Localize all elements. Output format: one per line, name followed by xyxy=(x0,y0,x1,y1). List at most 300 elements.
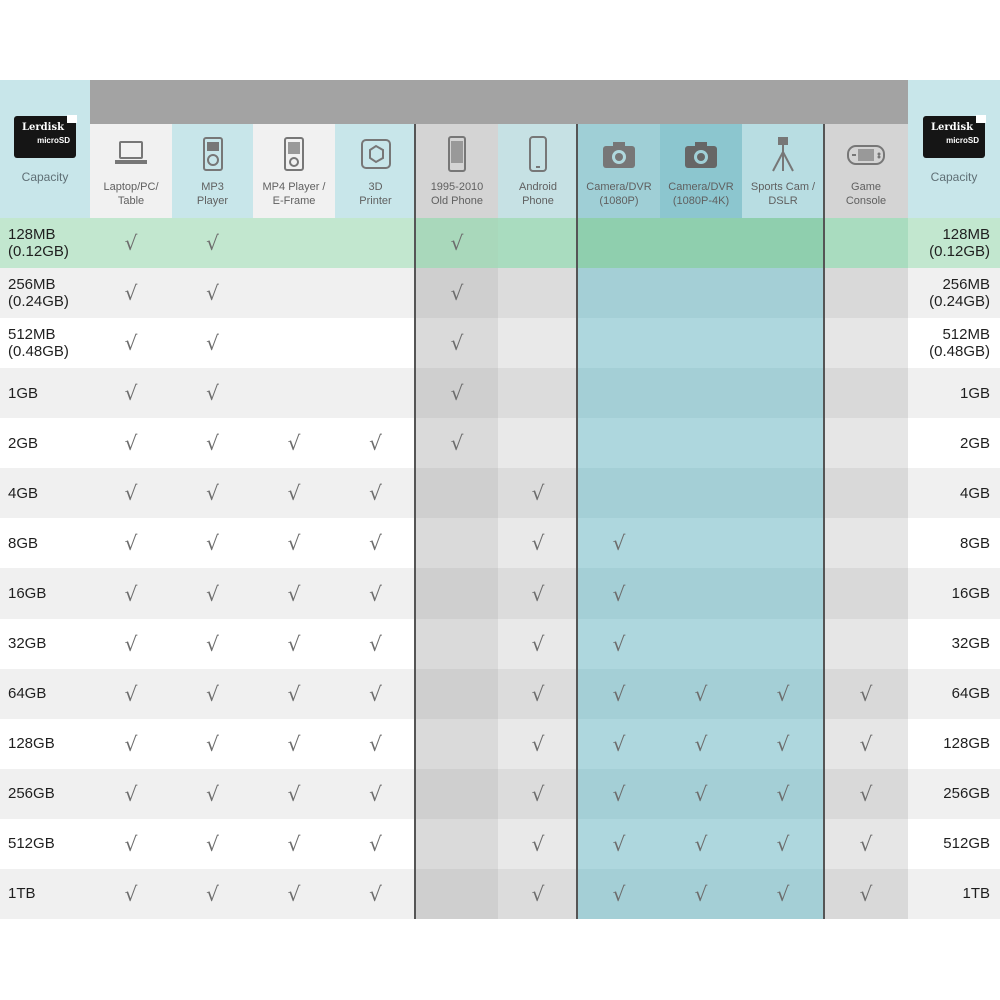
android-phone-icon xyxy=(518,134,558,174)
check-mark-icon: √ xyxy=(694,781,708,806)
check-cell xyxy=(253,568,335,618)
capacity-label-right xyxy=(908,268,1000,318)
check-mark-icon: √ xyxy=(287,781,301,806)
check-cell xyxy=(742,368,824,418)
check-cell xyxy=(416,418,498,468)
check-cell xyxy=(660,218,742,268)
check-cell xyxy=(578,719,660,769)
column-header-3d-printer xyxy=(335,124,416,218)
check-mark-icon: √ xyxy=(369,831,382,856)
check-cell xyxy=(498,669,578,719)
check-cell xyxy=(742,268,824,318)
capacity-label-left xyxy=(0,869,90,919)
check-cell xyxy=(824,669,908,719)
check-cell xyxy=(660,318,742,368)
check-mark-icon: √ xyxy=(124,731,138,756)
check-cell xyxy=(416,368,498,418)
check-cell xyxy=(498,218,578,268)
check-mark-icon: √ xyxy=(287,481,301,506)
check-cell xyxy=(578,468,660,518)
check-cell xyxy=(578,268,660,318)
check-mark-icon: √ xyxy=(124,281,138,306)
check-mark-icon: √ xyxy=(859,781,873,806)
capacity-label-left xyxy=(0,669,90,719)
check-cell xyxy=(660,819,742,869)
capacity-value: 256MB xyxy=(942,276,990,294)
check-cell xyxy=(172,418,253,468)
check-cell xyxy=(172,769,253,819)
check-mark-icon: √ xyxy=(859,681,873,706)
capacity-label-left xyxy=(0,368,90,418)
check-cell xyxy=(253,819,335,869)
check-cell xyxy=(416,869,498,919)
check-mark-icon: √ xyxy=(287,681,301,706)
check-mark-icon: √ xyxy=(206,481,219,506)
check-cell xyxy=(824,218,908,268)
check-mark-icon: √ xyxy=(369,631,382,656)
capacity-label-right xyxy=(908,869,1000,919)
check-mark-icon: √ xyxy=(369,531,382,556)
check-cell xyxy=(90,568,172,618)
check-cell xyxy=(253,769,335,819)
check-mark-icon: √ xyxy=(776,681,790,706)
check-mark-icon: √ xyxy=(124,681,138,706)
check-mark-icon: √ xyxy=(776,731,790,756)
check-cell xyxy=(253,318,335,368)
check-cell xyxy=(824,819,908,869)
check-mark-icon: √ xyxy=(206,381,219,406)
check-mark-icon: √ xyxy=(124,631,138,656)
check-cell xyxy=(824,619,908,669)
check-mark-icon: √ xyxy=(694,681,708,706)
column-header-label: MP4 Player / xyxy=(262,181,326,193)
check-mark-icon: √ xyxy=(531,731,545,756)
check-mark-icon: √ xyxy=(531,481,545,506)
check-cell xyxy=(416,719,498,769)
capacity-value: 512MB xyxy=(8,326,56,344)
check-mark-icon: √ xyxy=(612,731,626,756)
check-mark-icon: √ xyxy=(206,231,219,256)
check-mark-icon: √ xyxy=(287,431,301,456)
check-cell xyxy=(253,468,335,518)
mp3-player-icon xyxy=(193,134,233,174)
check-cell xyxy=(90,418,172,468)
check-cell xyxy=(90,769,172,819)
check-cell xyxy=(498,368,578,418)
capacity-label-left xyxy=(0,218,90,268)
check-cell xyxy=(253,518,335,568)
capacity-value: 128MB xyxy=(8,226,56,244)
capacity-value: (0.48GB) xyxy=(929,343,990,361)
microsd-card-icon xyxy=(14,116,76,158)
check-mark-icon: √ xyxy=(859,731,873,756)
check-cell xyxy=(90,368,172,418)
check-cell xyxy=(742,518,824,568)
check-mark-icon: √ xyxy=(124,431,138,456)
check-cell xyxy=(742,769,824,819)
capacity-label-right xyxy=(908,719,1000,769)
capacity-value: 128MB xyxy=(942,226,990,244)
check-mark-icon: √ xyxy=(369,881,382,906)
check-cell xyxy=(335,518,416,568)
check-cell xyxy=(416,769,498,819)
check-cell xyxy=(498,769,578,819)
check-cell xyxy=(253,368,335,418)
column-header-label: Laptop/PC/ xyxy=(103,181,159,193)
capacity-value: 512GB xyxy=(8,835,55,853)
column-header-label: Old Phone xyxy=(431,195,483,207)
check-mark-icon: √ xyxy=(694,731,708,756)
capacity-header-right-content xyxy=(908,80,1000,218)
capacity-value: 128GB xyxy=(8,735,55,753)
column-header-label: Camera/DVR xyxy=(668,181,734,193)
check-cell xyxy=(253,869,335,919)
old-phone-icon xyxy=(437,134,477,174)
check-mark-icon: √ xyxy=(450,331,464,356)
capacity-label-right xyxy=(908,819,1000,869)
check-cell xyxy=(172,368,253,418)
column-header-label: Camera/DVR xyxy=(586,181,652,193)
column-header-label: Console xyxy=(845,195,887,207)
capacity-label-left xyxy=(0,468,90,518)
check-cell xyxy=(660,769,742,819)
check-cell xyxy=(824,368,908,418)
check-cell xyxy=(335,869,416,919)
check-mark-icon: √ xyxy=(124,831,138,856)
capacity-label-left xyxy=(0,518,90,568)
capacity-label-right xyxy=(908,769,1000,819)
capacity-value: 8GB xyxy=(959,534,990,552)
check-mark-icon: √ xyxy=(450,231,464,256)
column-header-tripod xyxy=(742,124,824,218)
check-cell xyxy=(90,518,172,568)
header-band xyxy=(90,80,908,124)
check-cell xyxy=(742,869,824,919)
column-header-label: Android xyxy=(519,181,557,193)
check-mark-icon: √ xyxy=(612,781,626,806)
capacity-value: 256GB xyxy=(943,785,990,803)
capacity-label-right xyxy=(908,669,1000,719)
check-cell xyxy=(253,619,335,669)
check-cell xyxy=(824,468,908,518)
column-header-label: Game xyxy=(851,181,881,193)
card-class: microSD xyxy=(946,136,979,145)
check-cell xyxy=(335,318,416,368)
check-cell xyxy=(578,418,660,468)
tripod-icon xyxy=(763,134,803,174)
check-cell xyxy=(498,518,578,568)
column-header-label: E-Frame xyxy=(272,195,316,207)
column-header-game-console xyxy=(824,124,908,218)
column-header-label: (1080P-4K) xyxy=(672,195,730,207)
check-mark-icon: √ xyxy=(612,681,626,706)
card-brand: Lerdisk xyxy=(931,122,974,133)
check-cell xyxy=(253,268,335,318)
capacity-label-left xyxy=(0,318,90,368)
column-header-android-phone xyxy=(498,124,578,218)
check-mark-icon: √ xyxy=(124,381,138,406)
check-cell xyxy=(172,318,253,368)
capacity-label-right xyxy=(908,568,1000,618)
check-cell xyxy=(416,669,498,719)
check-mark-icon: √ xyxy=(206,531,219,556)
check-cell xyxy=(416,468,498,518)
check-mark-icon: √ xyxy=(612,881,626,906)
column-header-camera-4k xyxy=(660,124,742,218)
check-cell xyxy=(824,869,908,919)
column-header-label: Player xyxy=(196,195,229,207)
check-cell xyxy=(90,819,172,869)
check-mark-icon: √ xyxy=(531,581,545,606)
check-mark-icon: √ xyxy=(612,581,626,606)
check-cell xyxy=(742,568,824,618)
check-mark-icon: √ xyxy=(369,681,382,706)
check-mark-icon: √ xyxy=(531,781,545,806)
capacity-label-left xyxy=(0,769,90,819)
check-mark-icon: √ xyxy=(206,781,219,806)
camera-4k-icon xyxy=(681,134,721,174)
check-mark-icon: √ xyxy=(369,481,382,506)
capacity-value: (0.48GB) xyxy=(8,343,69,361)
check-mark-icon: √ xyxy=(369,431,382,456)
check-cell xyxy=(578,669,660,719)
column-header-label: MP3 xyxy=(201,181,224,193)
mp4-player-icon xyxy=(274,134,314,174)
column-header-label: Sports Cam / xyxy=(750,181,816,193)
check-mark-icon: √ xyxy=(450,281,464,306)
capacity-value: 64GB xyxy=(951,685,990,703)
check-cell xyxy=(578,318,660,368)
check-cell xyxy=(498,869,578,919)
check-cell xyxy=(578,368,660,418)
capacity-value: (0.12GB) xyxy=(929,243,990,261)
laptop-icon xyxy=(111,134,151,174)
check-cell xyxy=(335,819,416,869)
check-cell xyxy=(578,218,660,268)
check-cell xyxy=(498,619,578,669)
check-mark-icon: √ xyxy=(124,581,138,606)
check-cell xyxy=(660,568,742,618)
check-mark-icon: √ xyxy=(124,531,138,556)
check-mark-icon: √ xyxy=(206,581,219,606)
capacity-label-left xyxy=(0,268,90,318)
check-cell xyxy=(742,318,824,368)
capacity-value: 2GB xyxy=(959,434,990,452)
check-cell xyxy=(498,819,578,869)
check-mark-icon: √ xyxy=(287,731,301,756)
check-cell xyxy=(335,568,416,618)
capacity-label-left xyxy=(0,568,90,618)
game-console-icon xyxy=(846,134,886,174)
capacity-label-right xyxy=(908,218,1000,268)
capacity-label-right xyxy=(908,318,1000,368)
check-mark-icon: √ xyxy=(206,281,219,306)
capacity-label-left xyxy=(0,819,90,869)
check-cell xyxy=(742,218,824,268)
capacity-value: 4GB xyxy=(8,484,39,502)
check-mark-icon: √ xyxy=(450,381,464,406)
check-cell xyxy=(824,568,908,618)
check-cell xyxy=(578,619,660,669)
check-cell xyxy=(498,268,578,318)
check-cell xyxy=(172,568,253,618)
check-cell xyxy=(253,669,335,719)
check-mark-icon: √ xyxy=(531,681,545,706)
check-cell xyxy=(172,619,253,669)
card-brand: Lerdisk xyxy=(22,122,65,133)
check-cell xyxy=(498,568,578,618)
check-cell xyxy=(335,669,416,719)
check-mark-icon: √ xyxy=(369,581,382,606)
capacity-label-right xyxy=(908,619,1000,669)
capacity-value: 512MB xyxy=(942,326,990,344)
check-cell xyxy=(578,568,660,618)
check-mark-icon: √ xyxy=(287,581,301,606)
check-cell xyxy=(578,769,660,819)
capacity-value: 512GB xyxy=(943,835,990,853)
capacity-label: Capacity xyxy=(21,170,69,184)
check-cell xyxy=(172,869,253,919)
capacity-label-left xyxy=(0,619,90,669)
check-cell xyxy=(578,819,660,869)
check-mark-icon: √ xyxy=(694,881,708,906)
check-cell xyxy=(335,769,416,819)
column-header-label: DSLR xyxy=(768,195,798,207)
check-cell xyxy=(498,719,578,769)
column-header-mp4-player xyxy=(253,124,335,218)
capacity-value: 32GB xyxy=(951,635,990,653)
capacity-label-right xyxy=(908,368,1000,418)
capacity-value: 1GB xyxy=(959,384,990,402)
check-mark-icon: √ xyxy=(369,781,382,806)
check-mark-icon: √ xyxy=(859,831,873,856)
check-mark-icon: √ xyxy=(206,731,219,756)
capacity-value: 1GB xyxy=(8,384,39,402)
column-header-camera xyxy=(578,124,660,218)
capacity-value: 64GB xyxy=(8,685,47,703)
check-cell xyxy=(335,719,416,769)
check-mark-icon: √ xyxy=(531,531,545,556)
column-header-laptop xyxy=(90,124,172,218)
check-cell xyxy=(416,518,498,568)
column-header-mp3-player xyxy=(172,124,253,218)
capacity-label-right xyxy=(908,518,1000,568)
check-mark-icon: √ xyxy=(206,431,219,456)
capacity-value: 16GB xyxy=(951,585,990,603)
check-mark-icon: √ xyxy=(287,881,301,906)
column-divider xyxy=(823,124,825,919)
check-cell xyxy=(416,268,498,318)
3d-printer-icon xyxy=(356,134,396,174)
check-cell xyxy=(824,418,908,468)
check-mark-icon: √ xyxy=(124,881,138,906)
check-cell xyxy=(172,268,253,318)
check-cell xyxy=(824,719,908,769)
check-mark-icon: √ xyxy=(612,831,626,856)
check-cell xyxy=(172,719,253,769)
capacity-value: 8GB xyxy=(8,534,39,552)
check-mark-icon: √ xyxy=(206,681,219,706)
check-cell xyxy=(578,869,660,919)
check-cell xyxy=(742,819,824,869)
check-cell xyxy=(742,669,824,719)
capacity-value: 32GB xyxy=(8,635,47,653)
check-cell xyxy=(660,368,742,418)
column-header-label: (1080P) xyxy=(599,195,639,207)
capacity-label-left xyxy=(0,418,90,468)
capacity-label-right xyxy=(908,418,1000,468)
check-cell xyxy=(90,468,172,518)
check-mark-icon: √ xyxy=(206,881,219,906)
check-cell xyxy=(90,218,172,268)
capacity-value: 2GB xyxy=(8,434,39,452)
check-mark-icon: √ xyxy=(206,831,219,856)
check-mark-icon: √ xyxy=(776,781,790,806)
column-header-label: Phone xyxy=(522,195,554,207)
check-cell xyxy=(90,318,172,368)
check-mark-icon: √ xyxy=(206,631,219,656)
check-cell xyxy=(498,468,578,518)
capacity-label-left xyxy=(0,719,90,769)
check-mark-icon: √ xyxy=(531,631,545,656)
capacity-header-left-content xyxy=(0,80,90,218)
check-cell xyxy=(742,619,824,669)
check-cell xyxy=(335,418,416,468)
check-cell xyxy=(335,218,416,268)
check-cell xyxy=(660,869,742,919)
check-cell xyxy=(172,468,253,518)
capacity-label: Capacity xyxy=(930,170,978,184)
column-header-label: Printer xyxy=(359,195,392,207)
capacity-label-right xyxy=(908,468,1000,518)
column-divider xyxy=(576,124,578,919)
microsd-card-icon xyxy=(923,116,985,158)
check-cell xyxy=(335,368,416,418)
check-cell xyxy=(416,218,498,268)
check-cell xyxy=(335,619,416,669)
check-cell xyxy=(253,218,335,268)
check-cell xyxy=(90,669,172,719)
check-cell xyxy=(578,518,660,568)
check-cell xyxy=(90,268,172,318)
check-mark-icon: √ xyxy=(124,331,138,356)
check-mark-icon: √ xyxy=(859,881,873,906)
card-notch xyxy=(976,115,986,123)
capacity-value: 16GB xyxy=(8,585,47,603)
column-header-label: 3D xyxy=(368,181,383,193)
check-cell xyxy=(498,318,578,368)
card-class: microSD xyxy=(37,136,70,145)
capacity-value: 256MB xyxy=(8,276,56,294)
check-cell xyxy=(660,268,742,318)
check-mark-icon: √ xyxy=(369,731,382,756)
check-cell xyxy=(172,518,253,568)
capacity-value: (0.12GB) xyxy=(8,243,69,261)
check-cell xyxy=(824,769,908,819)
check-cell xyxy=(90,869,172,919)
check-mark-icon: √ xyxy=(124,481,138,506)
check-mark-icon: √ xyxy=(287,631,301,656)
check-cell xyxy=(498,418,578,468)
capacity-value: 256GB xyxy=(8,785,55,803)
check-mark-icon: √ xyxy=(612,531,626,556)
check-cell xyxy=(824,518,908,568)
check-cell xyxy=(253,719,335,769)
check-cell xyxy=(90,719,172,769)
check-mark-icon: √ xyxy=(776,881,790,906)
column-header-label: Table xyxy=(117,195,145,207)
check-mark-icon: √ xyxy=(287,831,301,856)
